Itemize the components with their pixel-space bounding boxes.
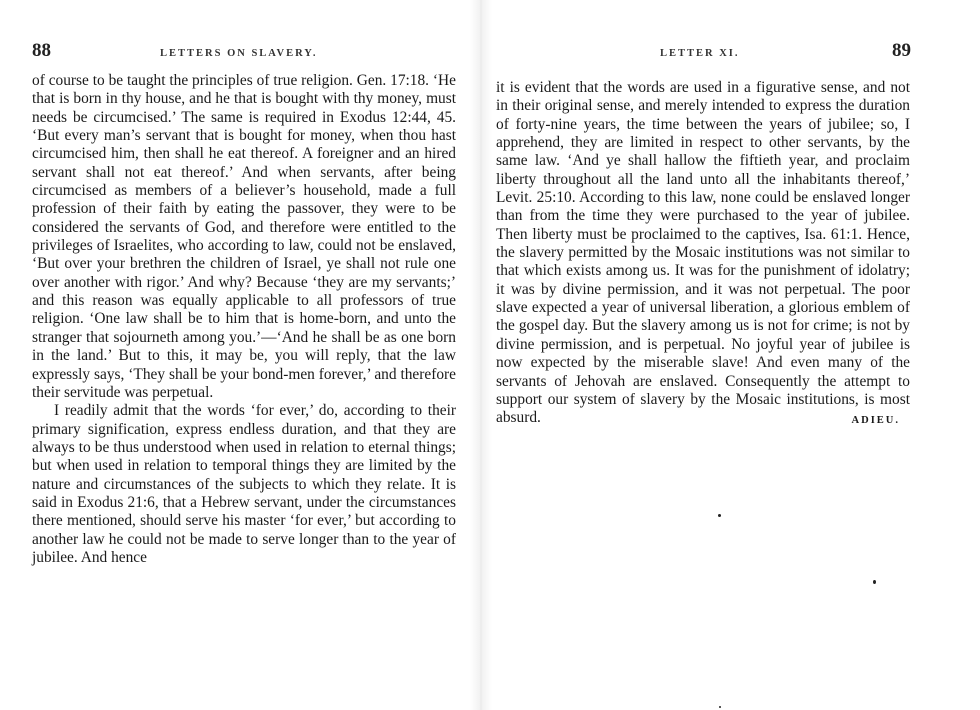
left-running-head: LETTERS ON SLAVERY.	[160, 48, 318, 59]
closing-adieu: ADIEU.	[851, 415, 900, 427]
left-page-text	[32, 72, 456, 567]
paper-speck	[718, 514, 721, 517]
right-running-head: LETTER XI.	[660, 48, 740, 59]
right-page-text	[496, 79, 910, 431]
left-page-number: 88	[32, 40, 51, 61]
left-paragraph-1: of course to be taught the principles of true religion. Gen. 17:18. ‘He that is born in thy house, and he that is bought with thy money, must needs be circumcised.’ The same is required in Exodus 12:44, 45. ‘But every man’s servant that is bought for money, when thou hast circumcised him, then shall he eat thereof. A foreigner and an hired servant shall not eat thereof.’ And when servants, after being circumcised as members of a believer’s household, made a full profession of their faith by eating the passover, they were to be considered the servants of God, and therefore were entitled to the privileges of Israelites, who according to law, could not be enslaved, ‘But over your brethren the children of Israel, ye shall not rule one over another with rigor.’ And why? Because ‘they are my servants;’ and this reason was equally applicable to all professors of true religion. ‘One law shall be to him that is home-born, and unto the stranger that sojourneth among you.’—‘And he shall be as one born in the land.’ But to this, it may be, you will reply, that the law expressly says, ‘They shall be your bond-men forever,’ and therefore their servitude was perpetual.	[32, 72, 456, 401]
left-page	[0, 0, 480, 710]
right-paragraph-1-body: it is evident that the words are used in a figurative sense, and not in their original sense, and merely intended to express the duration of forty-nine years, the time between the years of jubilee; so, I apprehend, they are limited in respect to other servants, by the same law. ‘And ye shall hallow the fiftieth year, and proclaim liberty throughout all the land unto all the inhabitants thereof,’ Levit. 25:10. According to this law, none could be enslaved longer than from the time they were purchased to the year of jubilee. Then liberty must be proclaimed to the captives, Isa. 61:1. Hence, the slavery permitted by the Mosaic institutions was not similar to that which exists among us. It was for the punishment of idolatry; it was by divine permission, and it was not perpetual. The poor slave expected a year of universal liberation, a glorious emblem of the gospel day. But the slavery among us is not for crime; is not by divine permission, and is perpetual. No joyful year of jubilee is now expected by the miserable slave! And even many of the servants of Jehovah are enslaved. Consequently the attempt to support our system of slavery by the Mosaic institutions, is most absurd.	[496, 79, 910, 427]
left-paragraph-2: I readily admit that the words ‘for ever,’ do, according to their primary signification, express endless duration, and that they are always to be thus understood when used in relation to eternal things; but when used in relation to temporal things they are limited by the nature and circumstances of the subjects to which they relate. It is said in Exodus 21:6, that a Hebrew servant, under the circumstances there mentioned, should serve his master ‘for ever,’ but according to another law he could not be made to serve longer than to the year of jubilee. And hence	[32, 402, 456, 566]
right-page	[480, 0, 980, 710]
paper-speck	[873, 580, 876, 584]
right-paragraph-1	[496, 79, 910, 428]
right-page-number: 89	[892, 40, 911, 61]
paper-speck	[719, 706, 721, 708]
